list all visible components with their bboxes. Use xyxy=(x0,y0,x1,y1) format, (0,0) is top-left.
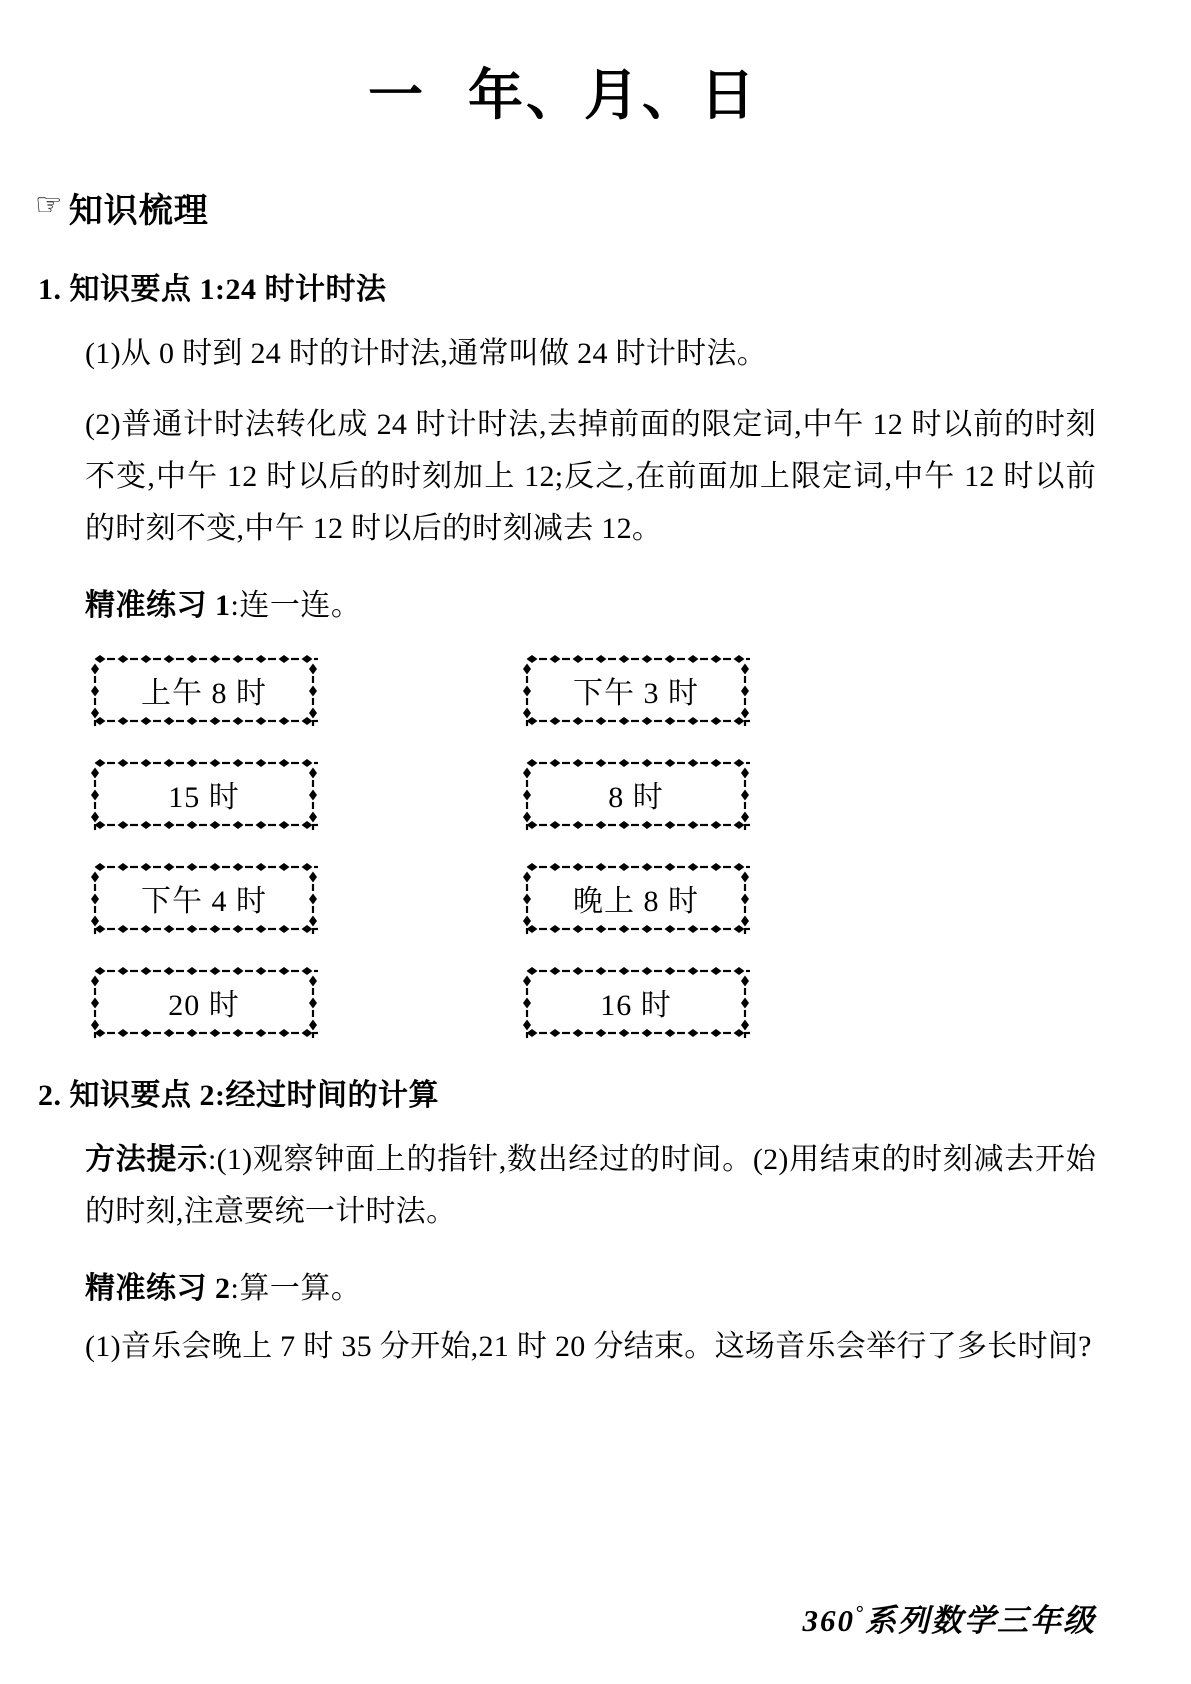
matching-cell-right xyxy=(522,758,750,830)
practice-1-label: 精准练习 1 xyxy=(85,589,231,623)
chapter-number: 一 xyxy=(367,65,426,126)
section-header-label: 知识梳理 xyxy=(68,192,209,230)
knowledge-point-1-heading xyxy=(38,264,1096,308)
practice-2-line xyxy=(85,1263,1096,1307)
match-box-label: 16 时 xyxy=(600,989,672,1023)
match-box[interactable] xyxy=(90,758,318,830)
match-box-label: 下午 3 时 xyxy=(573,677,699,711)
match-box[interactable] xyxy=(522,758,750,830)
match-box-label: 20 时 xyxy=(168,989,240,1023)
knowledge-point-2-heading xyxy=(38,1070,1096,1114)
chapter-title: 年、月、日 xyxy=(468,65,759,126)
match-box-label: 下午 4 时 xyxy=(141,885,267,919)
match-box-label: 8 时 xyxy=(608,781,664,815)
kp2-method-tip xyxy=(85,1134,1096,1237)
matching-cell-right xyxy=(522,862,750,934)
practice-1-line xyxy=(85,580,1096,624)
method-tip-label: 方法提示 xyxy=(85,1143,208,1177)
footer-brand-number: 360 xyxy=(802,1603,855,1638)
matching-row xyxy=(90,966,790,1038)
matching-cell-left xyxy=(90,758,318,830)
matching-cell-right xyxy=(522,654,750,726)
footer-degree-symbol: ° xyxy=(855,1602,865,1625)
method-tip-text: :(1)观察钟面上的指针,数出经过的时间。(2)用结束的时刻减去开始的时刻,注意要统一计时法。 xyxy=(85,1143,1097,1228)
practice-2-question-1: (1)音乐会晚上 7 时 35 分开始,21 时 20 分结束。这场音乐会举行了多长时间? xyxy=(85,1330,1092,1364)
matching-row xyxy=(90,862,790,934)
match-box-label: 晚上 8 时 xyxy=(573,885,699,919)
practice-2-text: :算一算。 xyxy=(230,1272,362,1306)
matching-cell-left xyxy=(90,966,318,1038)
match-box[interactable] xyxy=(522,654,750,726)
knowledge-point-2-title: 知识要点 2:经过时间的计算 xyxy=(69,1079,439,1113)
kp1-paragraph-1: (1)从 0 时到 24 时的计时法,通常叫做 24 时计时法。 xyxy=(85,336,768,370)
footer-brand-text: 系列数学三年级 xyxy=(865,1603,1096,1638)
footer-brand xyxy=(803,1595,1097,1640)
match-box[interactable] xyxy=(522,862,750,934)
match-box[interactable] xyxy=(90,654,318,726)
pointing-hand-icon: ☞ xyxy=(35,186,63,223)
matching-row xyxy=(90,654,790,726)
knowledge-point-1-index: 1. xyxy=(38,272,62,306)
section-header xyxy=(35,183,1096,232)
kp1-paragraph-2: (2)普通计时法转化成 24 时计时法,去掉前面的限定词,中午 12 时以前的时刻不变,中午 12 时以后的时刻加上 12;反之,在前面加上限定词,中午 12 时以前的时刻不变,中午 12 时以后的时刻减去 12。 xyxy=(85,408,1096,545)
practice-1-text: :连一连。 xyxy=(230,589,362,623)
practice-2-label: 精准练习 2 xyxy=(85,1272,231,1306)
matching-exercise-grid xyxy=(90,654,790,1038)
matching-row xyxy=(90,758,790,830)
match-box[interactable] xyxy=(90,862,318,934)
match-box-label: 15 时 xyxy=(168,781,240,815)
knowledge-point-2-index: 2. xyxy=(38,1079,62,1113)
page-title xyxy=(30,0,1096,131)
match-box[interactable] xyxy=(522,966,750,1038)
match-box-label: 上午 8 时 xyxy=(141,677,267,711)
matching-cell-left xyxy=(90,862,318,934)
match-box[interactable] xyxy=(90,966,318,1038)
matching-cell-right xyxy=(522,966,750,1038)
matching-cell-left xyxy=(90,654,318,726)
knowledge-point-1-title: 知识要点 1:24 时计时法 xyxy=(69,272,387,306)
